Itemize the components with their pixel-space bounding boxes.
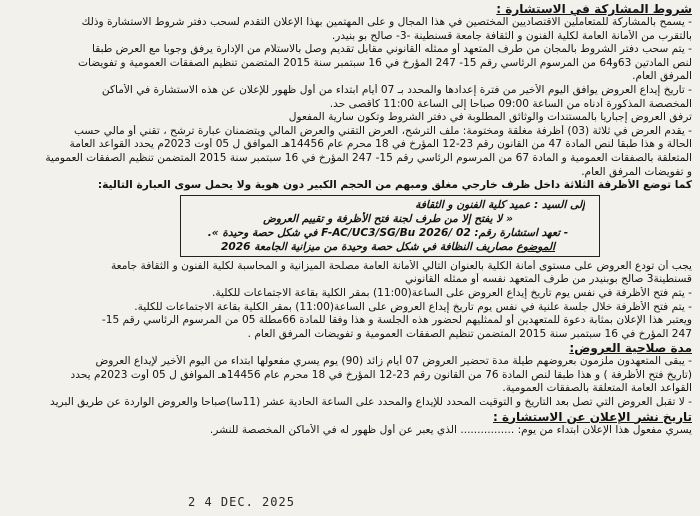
text-line: الحالة و هذا طبقا لنص المادة 47 من القانون رقم 23-12 المؤرخ في 18 محرم عام 14456هـ الموافق ل 05 أوت 2023م يحدد القواعد العامة bbox=[69, 138, 692, 151]
publication-date-title: تاريخ نشر الإعلان عن الاستشارة : bbox=[493, 409, 692, 424]
text-line: يجب أن تودع العروض على مستوى أمانة الكلية بالعنوان التالي الأمانة العامة مصلحة الميزانية و المحاسبة لكلية الفنون و الثقافة جامعة bbox=[110, 259, 692, 272]
envelope-subject-label: الموضوع bbox=[516, 240, 556, 253]
envelope-recipient: إلى السيد : عميد كلية الفنون و الثقافة bbox=[415, 198, 585, 211]
date-stamp: 2 4 DEC. 2025 bbox=[188, 495, 295, 510]
text-line: 247 المؤرخ في 16 سبتمبر سنة 2015 المتضمن تنظيم الصفقات العمومية و تفويضات المرفق العام . bbox=[247, 327, 692, 340]
envelope-subject bbox=[191, 240, 585, 254]
text-line: القواعد العامة المتعلقة بالصفقات العمومية. bbox=[502, 382, 692, 395]
offer-validity-title: مدة صلاحية العروض: bbox=[569, 341, 692, 356]
text-line: قسنطينة3 صالح بوبنيدر من طرف المتعهد نفسه أو ممثله القانوني bbox=[405, 273, 692, 286]
text-line: - يتم فتح الأظرفة في نفس يوم تاريخ إيداع العروض على الساعة(11:00) بمقر الكلية بقاعة الاجتماعات للكلية. bbox=[211, 286, 692, 299]
envelope-notice: « لا يفتح إلا من طرف لجنة فتح الأظرفة و تقييم العروض bbox=[263, 212, 513, 225]
text-line: لنص المادتين 63و64 من المرسوم الرئاسي رقم 15- 247 المؤرخ في 16 سبتمبر سنة 2015 المتضمن تنظيم الصفقات العمومية و تفويضات bbox=[78, 56, 692, 69]
text-line: - لا تقبل العروض التي تصل بعد التاريخ و التوقيت المحدد للإيداع والمحدد على الساعة الحادية عشر (11سا)صباحا والعروض الواردة عن طريق البريد bbox=[50, 396, 692, 409]
text-line: ويعتبر هذا الإعلان بمثابة دعوة للمتعهدين أو لممثليهم لحضور هذه الجلسة و هذا وفقا للمادة 66مطلة 05 من المرسوم الرئاسي رقم 15- bbox=[101, 314, 692, 327]
text-line: - يتم سحب دفتر الشروط بالمجان من طرف المتعهد أو ممثله القانوني مقابل تقديم وصل بالاستلام من الإدارة يرفق وجوبا مع العرض طبقا bbox=[92, 43, 692, 56]
envelope-subject-text: مصاريف النظافة في شكل حصة وحيدة من ميزانية الجامعة 2026 bbox=[220, 240, 517, 253]
text-line: بالتقرب من الأمانة العامة لكلية الفنون و الثقافة جامعة قسنطينة -3- صالح بو بنيدر. bbox=[331, 29, 692, 42]
text-line: - يبقى المتعهدون ملزمون بعروضهم طيلة مدة تحضير العروض 07 أيام زائد (90) يوم يسري مفعولها ابتداء من اليوم الأخير لإيداع العروض bbox=[95, 355, 692, 368]
envelope-consultation-number: - تعهد استشارة رقم: 02 /F-AC/UC3/SG/Bu 2026 في شكل حصة وحيدة ». bbox=[207, 226, 569, 239]
envelope-label-box bbox=[180, 195, 600, 257]
text-line: - يتم فتح الأظرفة خلال جلسة علنية في نفس يوم تاريخ إيداع العروض على الساعة(11:00) بمقر الكلية بقاعة الاجتماعات للكلية. bbox=[134, 300, 692, 313]
text-line: - يسمح بالمشاركة للمتعاملين الاقتصاديين المختصين في هذا المجال و على المهتمين بهذا الإعلان التقدم لسحب دفتر شروط الاستشارة وذلك bbox=[81, 16, 692, 28]
text-line: المتعلقة بالصفقات العمومية و المادة 67 من المرسوم الرئاسي رقم 15- 247 المؤرخ في 16 سبتمبر سنة 2015 المتضمن تنظيم الصفقات العمومية bbox=[45, 151, 692, 164]
text-line: كما توضع الأظرفة الثلاثة داخل ظرف خارجي مغلق ومبهم من الحجم الكبير دون هوية ولا يحمل سوى العبارة التالية: bbox=[97, 179, 692, 192]
participation-conditions-title: شروط المشاركة في الاستشارة : bbox=[496, 2, 692, 16]
text-line: ترفق العروض إجباريا بالمستندات والوثائق المطلوبة في دفتر الشروط وتكون سارية المفعول bbox=[288, 111, 692, 124]
text-line: (تاريخ فتح الأظرفة ) و هذا طبقا لنص المادة 76 من القانون رقم 23-12 المؤرخ في 18 محرم عام 14456هـ الموافق ل 05 أوت 2023م يحدد bbox=[70, 368, 692, 381]
text-line: المرفق العام. bbox=[632, 70, 692, 83]
text-line: - تاريخ إيداع العروض يوافق اليوم الأخير من فترة إعدادها والمحدد بـ 07 أيام ابتداء من أول ظهور للإعلان عن هذه الاستشارة في الأماكن bbox=[101, 83, 692, 96]
publication-date-line: يسري مفعول هذا الإعلان ابتداء من يوم: ................ الذي يعبر عن أول ظهور له في الأماكن المخصصة للنشر. bbox=[209, 423, 692, 436]
text-line: - يقدم العرض في ثلاثة (03) أظرفة مغلقة ومختومة: ملف الترشح، العرض التقني والعرض المالي ويتضمنان عبارة ترشح ، تقني أو مالي حسب bbox=[73, 124, 692, 137]
text-line: و تفويضات المرفق العام. bbox=[581, 165, 692, 178]
text-line: المخصصة المذكورة أدناه من الساعة 09:00 صباحا إلى الساعة 11:00 كأقصى حد. bbox=[329, 97, 692, 110]
